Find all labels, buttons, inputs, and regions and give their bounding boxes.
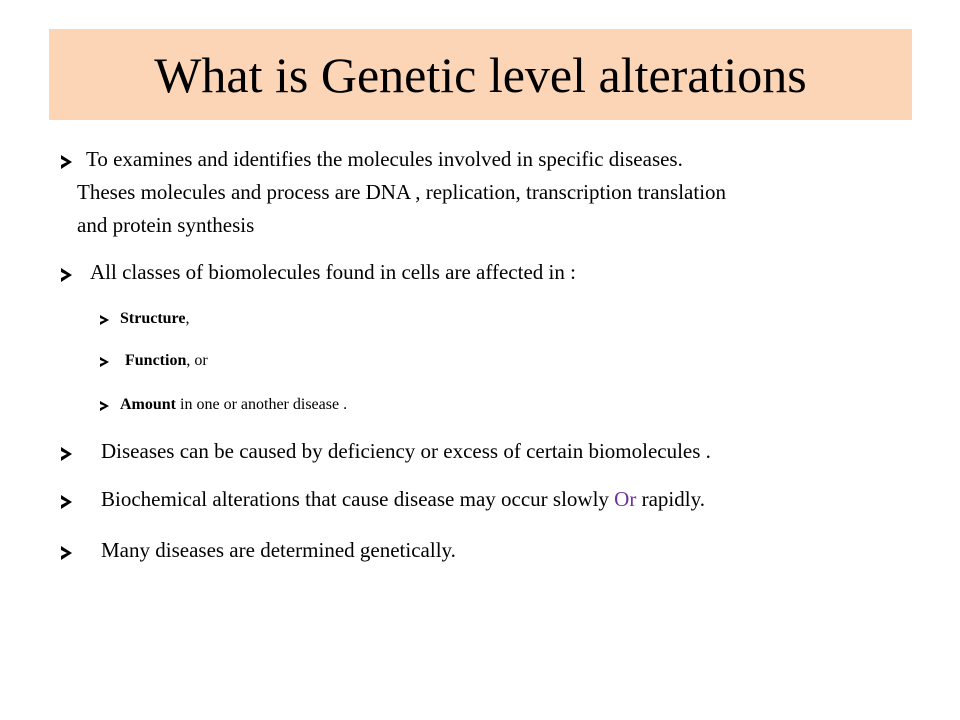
bullet-2-text: All classes of biomolecules found in cells are affected in :: [90, 260, 576, 284]
sub-bullet-amount: Amount in one or another disease .: [120, 396, 348, 413]
bullet-1-line-2: Theses molecules and process are DNA , replication, transcription translation: [77, 180, 727, 204]
bullet-1-line-1: To examines and identifies the molecules involved in specific diseases.: [86, 147, 683, 171]
bullet-arrow-icon: [61, 495, 72, 509]
bullet-arrow-icon: [61, 447, 72, 461]
bullet-3-text: Diseases can be caused by deficiency or excess of certain biomolecules .: [101, 439, 711, 463]
bullet-5-text: Many diseases are determined genetically.: [101, 538, 456, 562]
slide-title: What is Genetic level alterations: [154, 46, 807, 103]
sub-bullet-arrow-icon: [100, 315, 109, 325]
sub-bullet-arrow-icon: [100, 401, 109, 411]
bullet-arrow-icon: [61, 268, 72, 282]
title-banner: [49, 29, 912, 120]
bullet-arrow-icon: [61, 155, 72, 169]
sub-bullet-structure: Structure,: [120, 310, 190, 327]
bullet-4-text: Biochemical alterations that cause disease may occur slowly Or rapidly.: [101, 487, 705, 511]
sub-bullet-arrow-icon: [100, 357, 109, 367]
bullet-arrow-icon: [61, 546, 72, 560]
sub-bullet-function: Function, or: [125, 352, 208, 369]
bullet-1-line-3: and protein synthesis: [77, 213, 255, 237]
accent-word: Or: [614, 487, 637, 511]
